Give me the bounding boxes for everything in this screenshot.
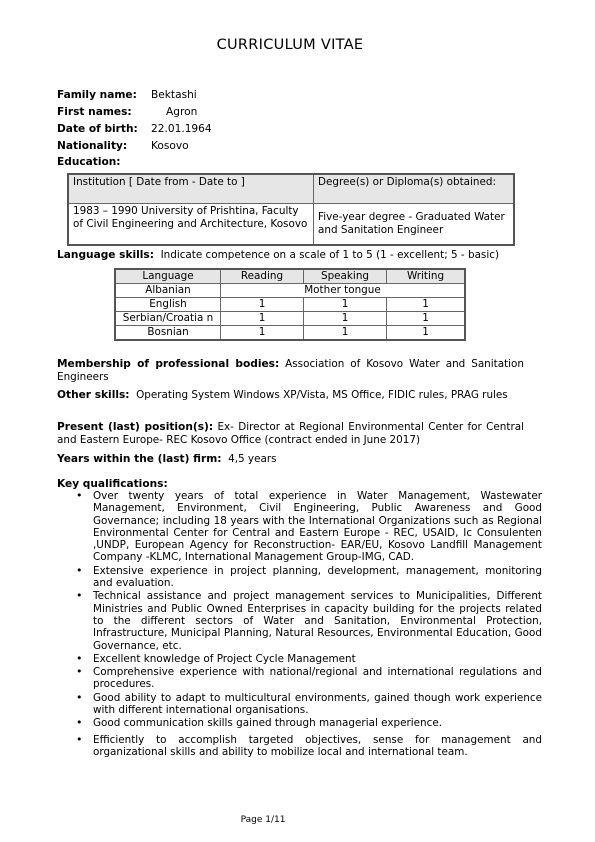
first-names-label: First names:	[57, 106, 132, 118]
education-institution-cell: 1983 – 1990 University of Prishtina, Faculty of Civil Engineering and Architecture, Kosovo	[68, 204, 314, 246]
lang-cell-reading: 1	[221, 298, 304, 312]
lang-cell-speaking: 1	[304, 326, 387, 341]
page-number: Page 1/11	[240, 815, 286, 825]
dob-value: 22.01.1964	[151, 123, 212, 135]
lang-cell-reading: 1	[221, 326, 304, 341]
language-skills-label: Language skills:	[57, 249, 154, 261]
years-firm-text: 4,5 years	[228, 453, 277, 465]
education-header-degree: Degree(s) or Diploma(s) obtained:	[314, 174, 515, 204]
years-firm-label: Years within the (last) firm:	[57, 453, 222, 465]
list-item: • Technical assistance and project management services to Municipalities, Different Ministries and Public Owned Enterprises in capacity building for the projects related to the different sectors of Water and Sanitation, Environmental Protection, Infrastructure, Municipal Planning, Natural Resources, Environmental Education, Good Governance, etc.	[93, 590, 542, 651]
language-table-row	[115, 284, 465, 298]
lang-cell-writing: 1	[387, 298, 466, 312]
language-table-row	[115, 298, 465, 312]
membership-label: Membership of professional bodies:	[57, 358, 280, 370]
membership-text: Association of Kosovo Water and Sanitation Engineers	[57, 358, 524, 383]
education-table-header	[68, 174, 514, 204]
lang-header-reading: Reading	[221, 269, 304, 284]
first-names-value: Agron	[166, 106, 198, 118]
list-item: • Excellent knowledge of Project Cycle Management	[93, 653, 542, 665]
family-name-value: Bektashi	[151, 89, 197, 101]
list-item: • Good communication skills gained through managerial experience.	[93, 717, 542, 729]
lang-cell-language: Bosnian	[115, 326, 221, 341]
present-position-label: Present (last) position(s):	[57, 421, 214, 433]
other-skills-text: Operating System Windows XP/Vista, MS Office, FIDIC rules, PRAG rules	[136, 389, 508, 401]
language-skills-line	[57, 249, 524, 262]
nationality-value: Kosovo	[151, 140, 189, 152]
list-item: • Good ability to adapt to multicultural environments, gained though work experience with different international organisations.	[93, 692, 542, 717]
lang-cell-reading: 1	[221, 312, 304, 326]
key-qualifications-list	[75, 490, 542, 759]
years-firm-section	[57, 453, 524, 466]
lang-cell-mother-tongue: Mother tongue	[221, 284, 466, 298]
family-name-label: Family name:	[57, 89, 137, 101]
education-label: Education:	[57, 156, 121, 168]
lang-header-language: Language	[115, 269, 221, 284]
list-item: • Comprehensive experience with national/regional and international regulations and procedures.	[93, 666, 542, 691]
lang-cell-writing: 1	[387, 326, 466, 341]
nationality-label: Nationality:	[57, 140, 128, 152]
list-item: • Efficiently to accomplish targeted objectives, sense for management and organizational skills and ability to mobilize local and international team.	[93, 734, 542, 759]
other-skills-section	[57, 389, 524, 402]
list-item: • Extensive experience in project planning, development, management, monitoring and evaluation.	[93, 565, 542, 590]
present-position-text: Ex- Director at Regional Environmental Center for Central and Eastern Europe- REC Kosovo Office (contract ended in June 2017)	[57, 421, 524, 446]
list-item: • Over twenty years of total experience in Water Management, Wastewater Management, Environment, Civil Engineering, Public Awareness and Good Governance; including 18 years with the International Organizations such as Regional Environmental Center for Central and Eastern Europe - REC, USAID, Ic Consulenten ,UNDP, European Agency for Reconstruction- EAR/EU, Kosovo Landfill Management Company -KLMC, International Management Group-IMG, CAD.	[93, 490, 542, 564]
lang-cell-language: English	[115, 298, 221, 312]
dob-label: Date of birth:	[57, 123, 138, 135]
education-degree-cell: Five-year degree - Graduated Water and Sanitation Engineer	[314, 204, 515, 246]
present-position-section	[57, 421, 524, 446]
lang-cell-speaking: 1	[304, 298, 387, 312]
key-qualifications-label: Key qualifications:	[57, 478, 168, 490]
lang-cell-language: Serbian/Croatia n	[115, 312, 221, 326]
language-table-header	[115, 269, 465, 284]
lang-cell-language: Albanian	[115, 284, 221, 298]
lang-header-writing: Writing	[387, 269, 466, 284]
membership-section	[57, 358, 524, 383]
education-table-row	[68, 204, 514, 246]
document-title: CURRICULUM VITAE	[216, 37, 364, 53]
education-header-institution: Institution [ Date from - Date to ]	[68, 174, 314, 204]
lang-cell-writing: 1	[387, 312, 466, 326]
lang-header-speaking: Speaking	[304, 269, 387, 284]
key-qualifications-section	[57, 478, 524, 491]
lang-cell-speaking: 1	[304, 312, 387, 326]
language-skills-text: Indicate competence on a scale of 1 to 5 (1 - excellent; 5 - basic)	[160, 249, 499, 261]
other-skills-label: Other skills:	[57, 389, 130, 401]
language-table-row	[115, 326, 465, 341]
education-table	[67, 173, 515, 246]
language-table	[114, 268, 466, 341]
language-table-row	[115, 312, 465, 326]
